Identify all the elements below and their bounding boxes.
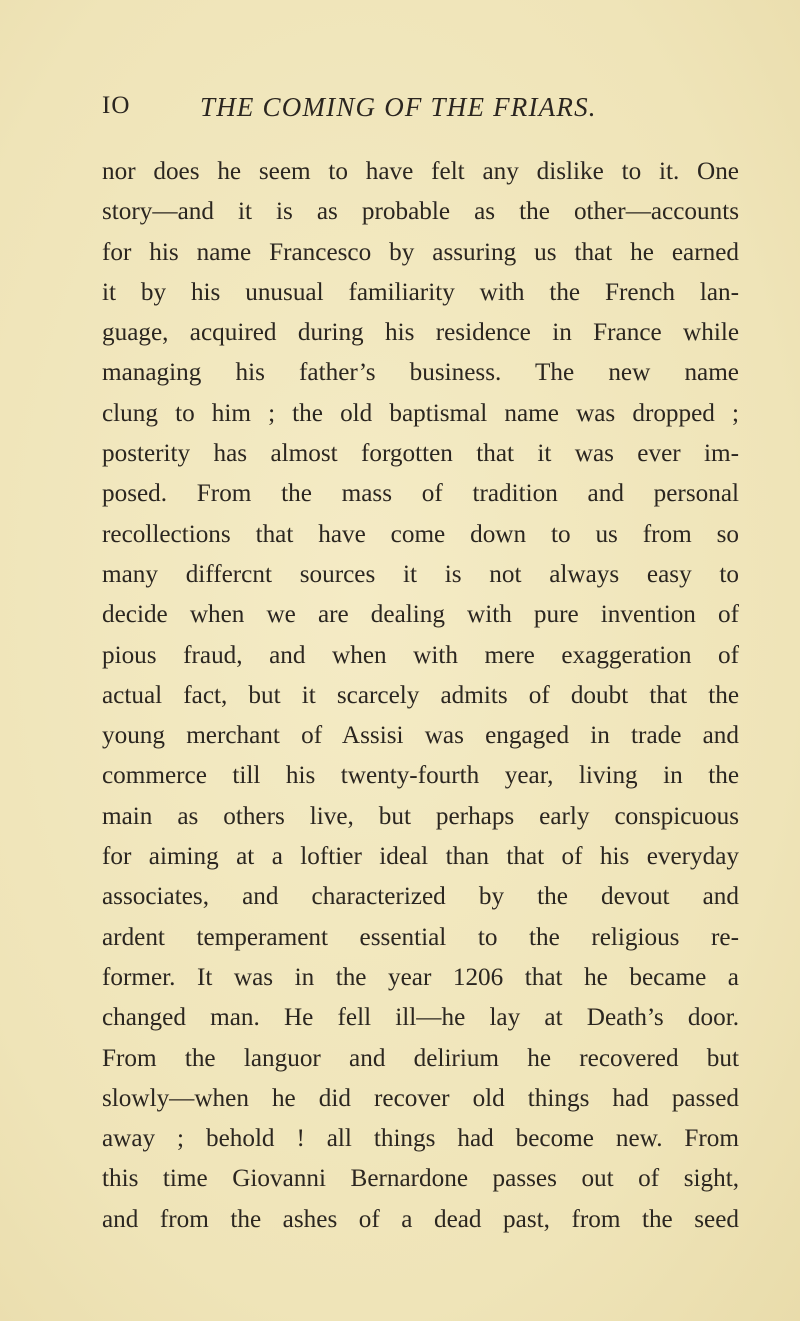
text-line: main as others live, but perhaps early conspicuous	[102, 802, 739, 830]
text-line: nor does he seem to have felt any dislike to it. One	[102, 158, 739, 185]
text-line: clung to him ; the old baptismal name was dropped ;	[102, 399, 739, 427]
text-line: posterity has almost forgotten that it was ever im-	[102, 440, 739, 468]
page-header	[102, 92, 742, 128]
text-line: it by his unusual familiarity with the French lan-	[102, 278, 739, 306]
text-line: From the languor and delirium he recovered but	[102, 1044, 739, 1072]
text-line: posed. From the mass of tradition and personal	[102, 480, 739, 508]
text-line: ardent temperament essential to the religious re-	[102, 923, 739, 951]
text-line: changed man. He fell ill—he lay at Death’s door.	[102, 1004, 739, 1032]
text-line: commerce till his twenty-fourth year, living in the	[102, 762, 739, 790]
text-line: pious fraud, and when with mere exaggeration of	[102, 641, 739, 669]
text-line: away ; behold ! all things had become new. From	[102, 1125, 739, 1153]
text-line: young merchant of Assisi was engaged in trade and	[102, 722, 739, 750]
text-line: managing his father’s business. The new name	[102, 359, 739, 387]
text-line: story—and it is as probable as the other—accounts	[102, 198, 739, 226]
text-line: associates, and characterized by the devout and	[102, 883, 739, 911]
page-number: IO	[102, 92, 131, 119]
text-line: for his name Francesco by assuring us that he earned	[102, 238, 739, 266]
text-line: many differcnt sources it is not always easy to	[102, 560, 739, 588]
text-line: slowly—when he did recover old things had passed	[102, 1084, 739, 1112]
text-line: guage, acquired during his residence in France while	[102, 319, 739, 347]
text-line: this time Giovanni Bernardone passes out of sight,	[102, 1165, 739, 1193]
text-line: for aiming at a loftier ideal than that of his everyday	[102, 843, 739, 871]
body-text	[102, 152, 739, 1240]
text-line: decide when we are dealing with pure invention of	[102, 601, 739, 629]
text-line: former. It was in the year 1206 that he became a	[102, 963, 739, 991]
text-line: actual fact, but it scarcely admits of doubt that the	[102, 681, 739, 709]
text-line: and from the ashes of a dead past, from the seed	[102, 1205, 739, 1233]
running-head: THE COMING OF THE FRIARS.	[200, 92, 597, 122]
text-line: recollections that have come down to us from so	[102, 520, 739, 548]
